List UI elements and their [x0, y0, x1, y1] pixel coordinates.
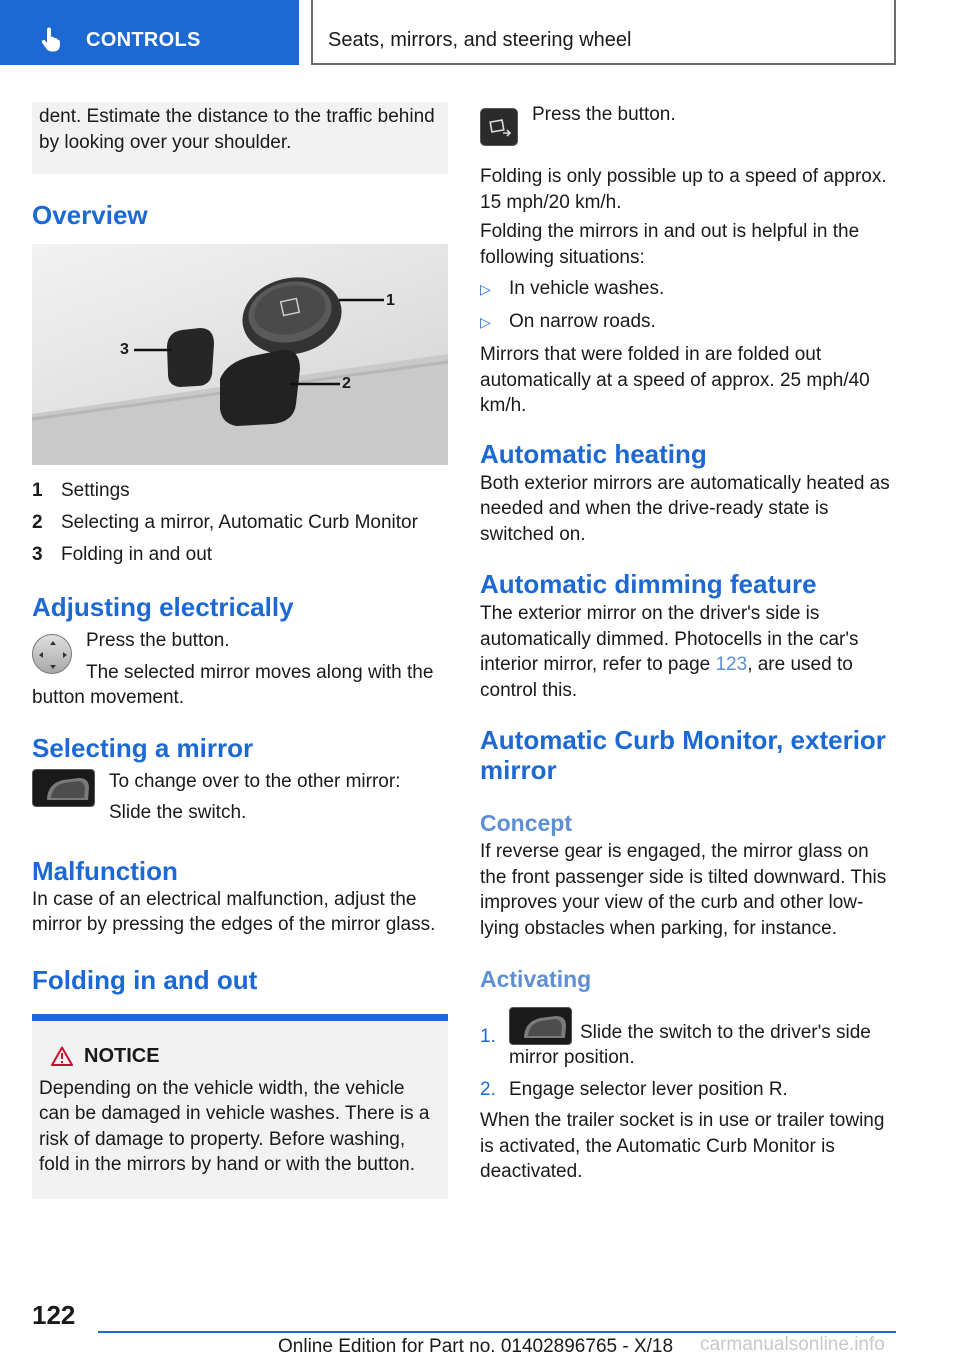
mirror-switch-icon: [509, 1007, 572, 1045]
warning-triangle-icon: [51, 1046, 73, 1066]
situation-list: [480, 276, 896, 335]
callout-1: 1: [386, 292, 395, 309]
concept-heading: Concept: [480, 810, 572, 836]
malfunction-text: In case of an electrical malfunction, adjust the mirror by pressing the edges of the mirror glass.: [32, 888, 436, 935]
folding-heading: Folding in and out: [32, 964, 258, 995]
overview-heading: Overview: [32, 200, 148, 230]
chapter-title: Seats, mirrors, and steering wheel: [328, 29, 632, 51]
chapter-title-box: [311, 0, 896, 65]
callout-2: 2: [342, 375, 351, 392]
list-item: ▷ On narrow roads.: [480, 311, 656, 332]
mirror-controls-photo: [32, 244, 448, 465]
adjust-paragraph: Press the button. The selected mirror moves along with the button movement.: [32, 630, 434, 708]
legend-item: 1 Settings: [32, 480, 130, 501]
edition-text: Online Edition for Part no. 01402896765 - X/18: [278, 1336, 674, 1357]
list-item: 1. Slide the switch to the driver's side mirror position.: [480, 1007, 896, 1070]
mirror-switch-icon: [32, 769, 95, 807]
page-number: 122: [32, 1300, 76, 1330]
dimming-text: The exterior mirror on the driver's side is automatically dimmed. Photocells in the car's interior mirror, refer to page 123, are used to control this.: [480, 603, 859, 701]
notice-text: Depending on the vehicle width, the vehicle can be damaged in vehicle washes. There is a risk of damage to property. Before washing, fold in the mirrors by hand or with the button.: [39, 1077, 430, 1175]
legend-item: 2 Selecting a mirror, Automatic Curb Monitor: [32, 512, 418, 533]
fold-button-paragraph: Press the button.: [480, 102, 896, 128]
notice-box: [32, 1014, 448, 1199]
mirror-controls-illustration: [32, 244, 448, 465]
list-item: ▷ In vehicle washes.: [480, 278, 665, 299]
dimming-heading: Automatic dimming feature: [480, 569, 817, 599]
activating-heading: Activating: [480, 966, 592, 992]
selecting-heading: Selecting a mirror: [32, 732, 254, 763]
section-tab: [0, 0, 299, 65]
list-item: 2. Engage selector lever position R.: [480, 1079, 788, 1100]
adjusting-heading: Adjusting electrically: [32, 592, 294, 622]
intro-text: dent. Estimate the distance to the traffic behind by looking over your shoulder.: [39, 106, 435, 153]
left-column: [32, 102, 448, 1199]
continued-warning-box: [32, 102, 448, 174]
notice-label: NOTICE: [84, 1044, 160, 1067]
heating-heading: Automatic heating: [480, 438, 707, 469]
watermark: carmanualsonline.info: [700, 1334, 885, 1355]
mirror-fold-button-icon: [480, 108, 518, 146]
section-tab-label: CONTROLS: [86, 29, 201, 51]
activation-steps: [480, 1007, 896, 1102]
callout-3: 3: [120, 341, 129, 358]
photo-legend: [32, 478, 448, 574]
page-link-123[interactable]: 123: [715, 654, 748, 675]
select-paragraph: To change over to the other mirror: Slide the switch.: [32, 769, 448, 826]
hand-pointer-icon: [40, 26, 64, 52]
curb-monitor-heading: Automatic Curb Monitor, exterior mirror: [480, 725, 886, 785]
right-column: Press the button. Folding is only possible up to a speed of approx. 15 mph/20 km/h. Folding the mirrors in and out is helpful in the following situations: ▷ In vehicle washes. ▷ On narrow roads. Mirrors that were folded in are folded out automatically at a speed of approx. 25 mph/40 km/h. Automatic heating Both exterior mirrors are automatically heated as needed and when the drive-ready state is switched on. Automatic dimming feature The exterior mirror on the driver's side is automatically dimmed. Photocells in the car's interior mirror, refer to page 123, are used to control this. Automatic Curb Monitor, exterior mirror Concept If reverse gear is engaged, the mirror glass on the front passenger side is tilted downward. This improves your view of the curb and other low-lying obstacles when parking, for instance. Activating 1. Slide the switch to the driver's side mirror position. 2. Engage selector lever position R. When the trailer socket is in use or trailer towing is activated, the Automatic Curb Monitor is deactivated.: [480, 102, 896, 1185]
malfunction-heading: Malfunction: [32, 855, 178, 886]
mirror-adjust-button-icon: [32, 634, 72, 674]
footer-rule: [98, 1331, 896, 1333]
legend-item: 3 Folding in and out: [32, 544, 213, 565]
